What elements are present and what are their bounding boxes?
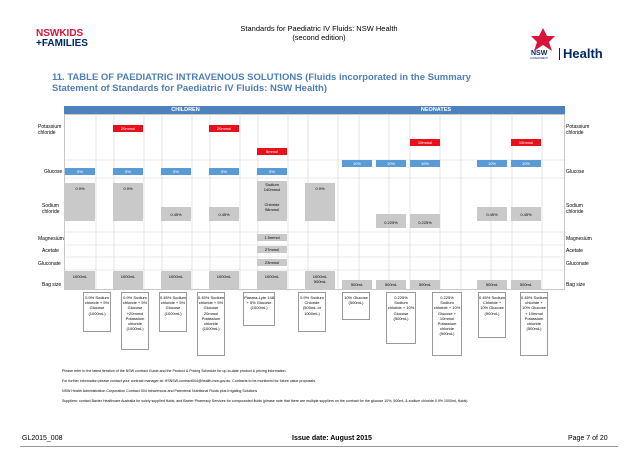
sodium-cell-4: 0.45%	[209, 207, 239, 221]
band-neonates: NEONATES	[307, 106, 565, 114]
footer-page-number: Page 7 of 20	[568, 435, 608, 442]
row-label-acetate-left: Acetate	[42, 248, 59, 254]
bag-child-6	[305, 271, 335, 289]
bag-neo-4: 500mL	[477, 280, 507, 289]
note-3: NSW Health Administration Corporation Contract 004 Intravenous and Parenteral Nutritional Fluids plus Irrigating Solutions	[62, 389, 258, 393]
gluconate-cell: 23mmol	[257, 259, 287, 266]
logo-families-text: +FAMILIES	[36, 38, 88, 49]
row-label-sodium-left: Sodium chloride	[42, 203, 60, 215]
plasmalyte-chloride: Chloride 98mmol	[264, 202, 280, 212]
bag-neo-2: 500mL	[376, 280, 406, 289]
row-label-bagsize-left: Bag size	[42, 282, 62, 288]
row-label-glucose-right: Glucose	[566, 169, 585, 175]
sodium-cell-1: 0.9%	[65, 183, 95, 221]
solution-desc-9: 0.225% Sodium chloride + 10% Glucose + 10mmol Potassium chloride (500mL)	[432, 292, 462, 356]
title-line-1: 11. TABLE OF PAEDIATRIC INTRAVENOUS SOLUTIONS (Fluids incorporated in the Summary	[52, 72, 471, 83]
kids-families-logo	[36, 29, 88, 49]
sodium-cell-2: 0.9%	[113, 183, 143, 221]
row-label-glucose-left: Glucose	[44, 169, 63, 175]
sodium-cell-10: 0.45%	[477, 207, 507, 221]
glucose-neo-3: 10%	[410, 160, 440, 167]
footer-issue-date: Issue date: August 2015	[292, 435, 372, 442]
bag-neo-5: 500mL	[511, 280, 541, 289]
bag-child-6-b: 500mL	[313, 279, 327, 284]
row-label-gluconate-left: Gluconate	[38, 261, 61, 267]
solution-desc-10: 0.45% Sodium Chloride + 10% Glucose (500mL)	[478, 292, 506, 338]
solution-desc-11: 0.45% Sodium chloride + 10% Glucose + 10mmol Potassium chloride (500mL)	[520, 292, 548, 356]
footer-doc-id: GL2015_008	[22, 435, 63, 442]
solution-desc-2: 0.9% Sodium chloride + 5% Glucose +20mmol Potassium chloride (1000mL)	[121, 292, 149, 350]
bag-neo-3: 500mL	[410, 280, 440, 289]
title-line-2: Statement of Standards for Paediatric IV Fluids: NSW Health)	[52, 83, 328, 94]
note-1: Please refer to the latest iteration of the NSW contract Guide and the Product & Pricing Schedule for up-to-date product & pricing information.	[62, 369, 287, 373]
sodium-cell-6: 0.9%	[305, 183, 335, 221]
glucose-child-1: 5%	[65, 168, 95, 175]
logo-health-text: Health	[563, 46, 603, 61]
magnesium-cell: 1.5mmol	[257, 234, 287, 241]
bag-child-4: 1000mL	[209, 271, 239, 289]
logo-nsw-text: NSW	[531, 50, 548, 57]
glucose-neo-2: 10%	[376, 160, 406, 167]
row-label-gluconate-right: Gluconate	[566, 261, 589, 267]
band-children: CHILDREN	[64, 106, 307, 114]
row-label-potassium-right: Potassium chloride	[566, 124, 590, 136]
doc-header-line1: Standards for Paediatric IV Fluids: NSW Health	[240, 24, 398, 33]
solution-desc-1: 0.9% Sodium chloride + 5% Glucose (1000mL)	[83, 292, 111, 332]
footer-rule	[20, 446, 618, 447]
glucose-neo-5: 10%	[511, 160, 541, 167]
glucose-child-4: 5%	[209, 168, 239, 175]
section-title	[52, 72, 572, 94]
row-label-bagsize-right: Bag size	[566, 282, 586, 288]
solution-desc-8: 0.225% Sodium chloride + 10% Glucose (500mL)	[386, 292, 416, 344]
row-label-magnesium-left: Magnesium	[38, 236, 64, 242]
note-2: For further information please contact your contract manager at: HSNSW-contract004@health.nsw.gov.au. Contracts to be monitored for future value proposals.	[62, 379, 317, 383]
solution-desc-6: 0.9% Sodium Chloride (500mL or 1000mL)	[298, 292, 326, 332]
logo-divider	[559, 48, 560, 60]
logo-government-text: GOVERNMENT	[530, 57, 548, 60]
potassium-cell-11: 10mmol	[511, 139, 541, 146]
bag-child-3: 1000mL	[161, 271, 191, 289]
plasmalyte-na-cl-cell	[257, 181, 287, 221]
acetate-cell: 27mmol	[257, 246, 287, 253]
solution-desc-4: 0.45% Sodium chloride + 5% Glucose 20mmol Potassium chloride (1000mL)	[197, 292, 225, 356]
plasmalyte-sodium: Sodium 140mmol	[263, 182, 281, 192]
glucose-child-2: 5%	[113, 168, 143, 175]
logo-kids-text: NSWKIDS	[36, 28, 84, 39]
nsw-health-logo	[528, 26, 608, 60]
potassium-cell-9: 10mmol	[410, 139, 440, 146]
bag-child-2: 1000mL	[113, 271, 143, 289]
bag-neo-1: 500mL	[342, 280, 372, 289]
glucose-neo-1: 10%	[342, 160, 372, 167]
doc-header-line2: (second edition)	[292, 33, 346, 42]
sodium-cell-9: 0.225%	[410, 214, 440, 228]
sodium-cell-3: 0.45%	[161, 207, 191, 221]
sodium-cell-11: 0.45%	[511, 207, 541, 221]
row-label-acetate-right: Acetate	[566, 248, 583, 254]
bag-child-6-a: 1000mL	[312, 274, 328, 279]
bag-child-1: 1000mL	[65, 271, 95, 289]
bag-child-5: 1000mL	[257, 271, 287, 289]
solution-desc-3: 0.45% Sodium chloride + 5% Glucose (1000mL)	[159, 292, 187, 332]
note-4: Suppliers: contact Baxter Healthcare Australia for solely supplied fluids, and Baxter Pharmacy Services for compounded fluids (please note that there are multiple suppliers on the contract for the glucose 10%, 500mL & sodium chloride 0.9% 1000mL fluids)	[62, 399, 468, 403]
glucose-neo-4: 10%	[477, 160, 507, 167]
row-label-sodium-right: Sodium chloride	[566, 203, 584, 215]
row-label-magnesium-right: Magnesium	[566, 236, 592, 242]
glucose-child-3: 5%	[161, 168, 191, 175]
solution-desc-5: Plasma-Lyte 148 + 5% Glucose (1000mL)	[243, 292, 275, 326]
glucose-child-5: 5%	[257, 168, 287, 175]
row-label-potassium-left: Potassium chloride	[38, 124, 62, 136]
potassium-cell-4: 20mmol	[209, 125, 239, 132]
solution-desc-7: 10% Glucose (500mL)	[342, 292, 370, 320]
sodium-cell-8: 0.225%	[376, 214, 406, 228]
potassium-cell-5: 5mmol	[257, 148, 287, 155]
potassium-cell-2: 20mmol	[113, 125, 143, 132]
